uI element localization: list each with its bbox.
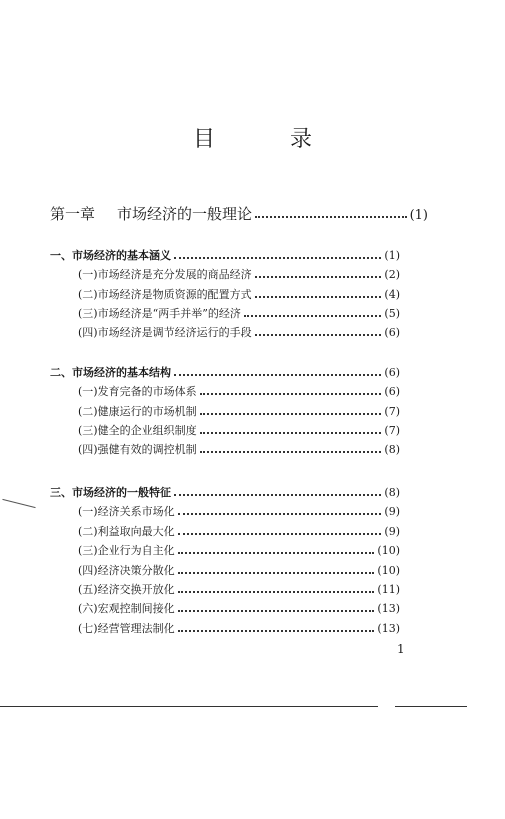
dot-leader xyxy=(174,257,381,259)
item-title: (三)市场经济是“两手并举”的经济 xyxy=(78,307,241,320)
toc-item-entry xyxy=(78,562,400,578)
dot-leader xyxy=(200,413,382,415)
section-page: (6) xyxy=(384,366,400,379)
item-page: (8) xyxy=(384,443,400,456)
item-page: (7) xyxy=(384,405,400,418)
toc-item-entry xyxy=(78,441,400,457)
item-title: (四)市场经济是调节经济运行的手段 xyxy=(78,326,252,339)
toc-item-entry xyxy=(78,266,400,282)
dot-leader xyxy=(178,610,375,612)
item-title: (七)经营管理法制化 xyxy=(78,622,175,635)
toc-item-entry xyxy=(78,600,400,616)
item-page: (2) xyxy=(384,268,400,281)
toc-section-entry xyxy=(50,247,400,263)
chapter-title: 市场经济的一般理论 xyxy=(117,205,253,223)
section-page: (1) xyxy=(384,249,400,262)
toc-section-entry xyxy=(50,364,400,380)
toc-item-entry xyxy=(78,542,400,558)
dot-leader xyxy=(244,315,382,317)
item-page: (13) xyxy=(377,602,400,615)
dot-leader xyxy=(178,572,375,574)
dot-leader xyxy=(178,552,375,554)
dot-leader xyxy=(200,393,382,395)
item-page: (13) xyxy=(377,622,400,635)
page-number: 1 xyxy=(397,642,405,656)
item-title: (一)发育完备的市场体系 xyxy=(78,385,197,398)
toc-item-entry xyxy=(78,581,400,597)
item-title: (一)市场经济是充分发展的商品经济 xyxy=(78,268,252,281)
item-page: (7) xyxy=(384,424,400,437)
item-page: (9) xyxy=(384,525,400,538)
scan-artifact-mark xyxy=(2,499,35,508)
item-page: (10) xyxy=(377,564,400,577)
toc-item-entry xyxy=(78,305,400,321)
toc-item-entry xyxy=(78,523,400,539)
item-title: (二)利益取向最大化 xyxy=(78,525,175,538)
dot-leader xyxy=(255,334,382,336)
item-title: (一)经济关系市场化 xyxy=(78,505,175,518)
toc-item-entry xyxy=(78,286,400,302)
item-title: (三)企业行为自主化 xyxy=(78,544,175,557)
item-page: (11) xyxy=(377,583,400,596)
item-page: (9) xyxy=(384,505,400,518)
page-title: 目 录 xyxy=(193,127,346,152)
dot-leader xyxy=(200,451,382,453)
dot-leader xyxy=(178,513,382,515)
item-title: (三)健全的企业组织制度 xyxy=(78,424,197,437)
toc-item-entry xyxy=(78,503,400,519)
dot-leader xyxy=(255,296,382,298)
dot-leader xyxy=(174,374,381,376)
chapter-number: 第一章 xyxy=(50,205,96,223)
item-title: (五)经济交换开放化 xyxy=(78,583,175,596)
section-title: 一、市场经济的基本涵义 xyxy=(50,249,171,262)
toc-item-entry xyxy=(78,422,400,438)
item-page: (4) xyxy=(384,288,400,301)
item-page: (10) xyxy=(377,544,400,557)
dot-leader xyxy=(178,533,382,535)
chapter-page: (1) xyxy=(409,208,428,223)
section-page: (8) xyxy=(384,486,400,499)
toc-item-entry xyxy=(78,403,400,419)
dot-leader xyxy=(174,494,381,496)
dot-leader xyxy=(178,591,375,593)
toc-chapter-entry xyxy=(50,203,428,224)
dot-leader xyxy=(255,216,407,218)
footer-rule xyxy=(395,706,467,707)
item-title: (二)健康运行的市场机制 xyxy=(78,405,197,418)
section-title: 二、市场经济的基本结构 xyxy=(50,366,171,379)
item-page: (6) xyxy=(384,326,400,339)
dot-leader xyxy=(200,432,382,434)
toc-section-entry xyxy=(50,484,400,500)
item-title: (四)强健有效的调控机制 xyxy=(78,443,197,456)
toc-item-entry xyxy=(78,324,400,340)
item-title: (六)宏观控制间接化 xyxy=(78,602,175,615)
section-title: 三、市场经济的一般特征 xyxy=(50,486,171,499)
item-page: (5) xyxy=(384,307,400,320)
item-page: (6) xyxy=(384,385,400,398)
dot-leader xyxy=(255,276,382,278)
dot-leader xyxy=(178,630,375,632)
item-title: (二)市场经济是物质资源的配置方式 xyxy=(78,288,252,301)
footer-rule xyxy=(0,706,378,707)
toc-item-entry xyxy=(78,620,400,636)
toc-item-entry xyxy=(78,383,400,399)
item-title: (四)经济决策分散化 xyxy=(78,564,175,577)
